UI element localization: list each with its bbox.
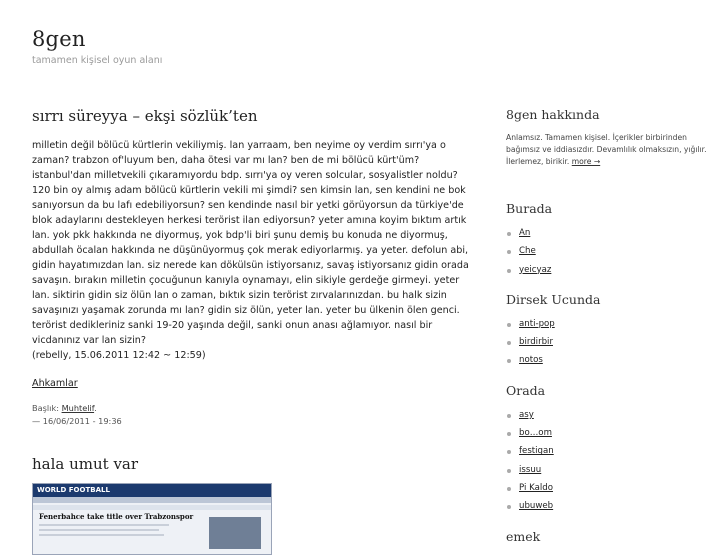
link-yeicyaz[interactable]: yeicyaz: [519, 264, 552, 275]
thumbnail-headline: Fenerbahce take title over Trabzonspor: [39, 512, 194, 521]
about-text: [506, 132, 716, 168]
link-an[interactable]: An: [519, 228, 531, 238]
thumbnail-text-line: [39, 529, 159, 531]
link-asy[interactable]: asy: [519, 409, 534, 420]
post-body: [32, 138, 478, 363]
sidebar-heading-burada: Burada: [506, 201, 553, 216]
sidebar-heading-emek: emek: [506, 528, 541, 544]
link-boom[interactable]: bo…om: [519, 428, 552, 439]
list-item: [506, 351, 716, 369]
meta-category-suffix: .: [94, 403, 97, 413]
burada-list: [506, 224, 716, 279]
thumbnail-banner: WORLD FOOTBALL: [33, 484, 271, 497]
dirsek-list: [506, 315, 716, 370]
orada-list: [506, 406, 716, 516]
meta-category-link[interactable]: Muhtelif: [61, 403, 95, 413]
thumbnail-text-line: [39, 524, 169, 526]
post-title[interactable]: sırrı süreyya – ekşi sözlük’ten: [32, 107, 258, 125]
link-ubuweb[interactable]: ubuweb: [519, 501, 554, 512]
list-item: [506, 497, 716, 515]
post-paragraph: milletin değil bölücü kürtlerin vekiliymiş. lan yarraam, ben neyime oy verdim sırrı'ya o zaman? trabzon of'luyum ben, daha ötesi var mı lan? ben de mi bölücü kürt'üm? istanbul'dan milletvekili çıkaramıyordu bdp. sırrı'ya oy veren solcular, sosyalistler noldu? 120 bin oy almış adam bölücü kürtlerin vekili mi şimdi? sen kimsin lan, sen kendini ne bok sanıyorsun da bu lafı edebiliyorsun? sen kendinde nasıl bir yetki görüyorsun da türkiye'de blok adaylarını destekleyen herkesi terörist ilan ediyorsun? yeter amına koyim bıktım artık lan. yok pkk hakkında ne diyormuş, yok bdp'li biri şunu demiş bu konuda ne diyormuş, abdullah öcalan hakkında ne düşünüyormuş çok merak ediyorlarmış. ya yeter. defolun abi, gidin hayatımızdan lan. siz nerede kan dökülsün istiyorsanız, savaş istiyorsanız gidin orada savaşın. bırakın milletin çocuğunun kanıyla oynamayı, elin sikiyle gerdeğe girmeyi. yeter lan. siktirin gidin siz ölün lan o zaman, bıktık sizin terörist zırvalarınızdan. bu halk sizin savaşınızı yaşamak zorunda mı lan? gidin siz ölün, yeter lan. yeter bu ülkenin ölen genci. terörist dedikleriniz sanki 19-20 yaşında değil, sanki onun anası ağlamıyor. nasıl bir vicdanınız var lan sizin?: [32, 140, 469, 346]
list-item: [506, 224, 716, 242]
sidebar-heading-dirsek: Dirsek Ucunda: [506, 291, 601, 307]
link-notos[interactable]: notos: [519, 355, 543, 366]
link-che[interactable]: Che: [519, 246, 536, 257]
meta-category-prefix: Başlık:: [32, 403, 62, 413]
post-tag-link[interactable]: Ahkamlar: [32, 378, 78, 389]
post-signature: (rebelly, 15.06.2011 12:42 ~ 12:59): [32, 350, 206, 361]
link-pi-kaldo[interactable]: Pi Kaldo: [519, 482, 553, 493]
post-meta: [32, 402, 478, 428]
main-content: [32, 107, 478, 428]
thumbnail-photo: [209, 517, 261, 549]
about-more-link[interactable]: more →: [571, 157, 601, 166]
thumbnail-nav: [33, 497, 271, 503]
list-item: [506, 315, 716, 333]
link-anti-pop[interactable]: anti-pop: [519, 318, 555, 329]
thumbnail-text-line: [39, 534, 164, 536]
post2-title[interactable]: hala umut var: [32, 455, 139, 473]
about-description: Anlamsız. Tamamen kişisel. İçerikler birbirinden bağımsız ve iddiasızdır. Devamlılık olmaksızın, yığılır. İlerlemez, birikir.: [506, 133, 707, 166]
sidebar-heading-orada: Orada: [506, 382, 546, 398]
link-festigan[interactable]: festigan: [519, 446, 554, 457]
list-item: [506, 424, 716, 442]
list-item: [506, 242, 716, 260]
list-item: [506, 461, 716, 479]
post2-thumbnail[interactable]: [32, 483, 272, 555]
sidebar: [506, 107, 716, 544]
list-item: [506, 261, 716, 279]
sidebar-heading-about: 8gen hakkında: [506, 107, 600, 122]
list-item: [506, 333, 716, 351]
link-issuu[interactable]: issuu: [519, 464, 542, 475]
link-birdirbir[interactable]: birdirbir: [519, 337, 553, 348]
list-item: [506, 442, 716, 460]
site-tagline: tamamen kişisel oyun alanı: [32, 55, 163, 66]
list-item: [506, 479, 716, 497]
list-item: [506, 406, 716, 424]
meta-date: — 16/06/2011 - 19:36: [32, 416, 122, 426]
site-title[interactable]: 8gen: [32, 27, 86, 51]
